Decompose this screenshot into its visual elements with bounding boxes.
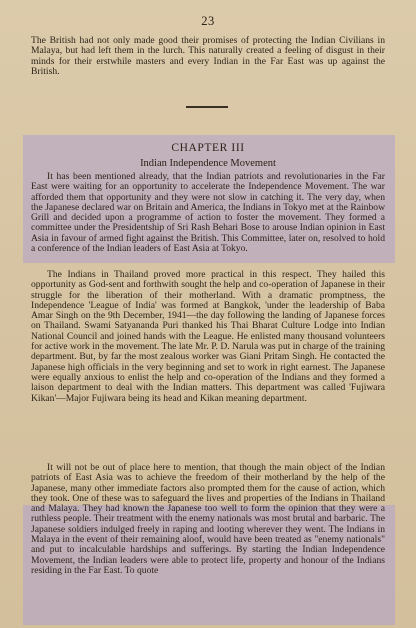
page-number: 23 [201,14,215,28]
chapter-subtitle: Indian Independence Movement [140,158,276,169]
section-divider [186,106,228,108]
paragraph-thailand: The Indians in Thailand proved more practical in this respect. They hailed this opportunity as God-sent and forthwith sought the help and co-operation of Japanese in their struggle for the liberation of their motherland. With a dramatic promptness, the Independence 'League of India' was formed at Bangkok, 'under the leadership of Baba Amar Singh on the 9th December, 1941—the day following the landing of Japanese forces on Thailand. Swami Satyananda Puri thanked his Thai Bharat Culture Lodge into Indian National Council and joined hands with the League. He enlisted many thousand volunteers for active work in the movement. The late Mr. P. D. Narula was put in charge of the training department. But, by far the most zealous worker was Giani Pritam Singh. He contacted the Japanese high officials in the very beginning and set to work in right earnest. The Japanese were equally anxious to enlist the help and co-operation of the Indians and they formed a laison department to deal with the Indian matters. This department was called 'Fujiwara Kikan'—Major Fujiwara being its head and Kikan meaning department. [31,269,385,404]
opening-paragraph: The British had not only made good their promises of protecting the Indian Civilians in Malaya, but had left them in the lurch. This naturally created a feeling of disgust in their minds for their erstwhile masters and every Indian in the Far East was up against the British. [31,35,385,77]
paragraph-objectives: It will not be out of place here to mention, that though the main object of the Indian patriots of East Asia was to achieve the freedom of their motherland by the help of the Japanese, many other immediate factors also prompted them for the cause of action, which they took. One of these was to safeguard the lives and properties of the Indians in Thailand and Malaya. They had known the Japanese too well to form the opinion that they were a ruthless people. Their treatment with the enemy nationals was most brutal and barbaric. The Japanese soldiers indulged freely in raping and looting wherever they went. The Indians in Malaya in the event of their remaining aloof, would have been treated as "enemy nationals" and put to incalculable hardships and sufferings. By starting the Indian Independence Movement, the Indian leaders were able to protect life, property and honour of the Indians residing in the Far East. To quote [31,462,385,576]
chapter-title: CHAPTER III [171,142,245,154]
paragraph-independence-movement: It has been mentioned already, that the Indian patriots and revolutionaries in the Far East were waiting for an opportunity to accelerate the Independence Movement. The war afforded them that opportunity and they were not slow in catching it. The very day, when the Japanese declared war on Britain and America, the Indians in Tokyo met at the Rainbow Grill and decided upon a programme of action to foster the movement. They formed a committee under the Presidentship of Sri Rash Behari Bose to arouse Indian opinion in East Asia in favour of armed fight against the British. This Committee, later on, resolved to hold a conference of the Indian leaders of East Asia at Tokyo. [31,171,385,255]
